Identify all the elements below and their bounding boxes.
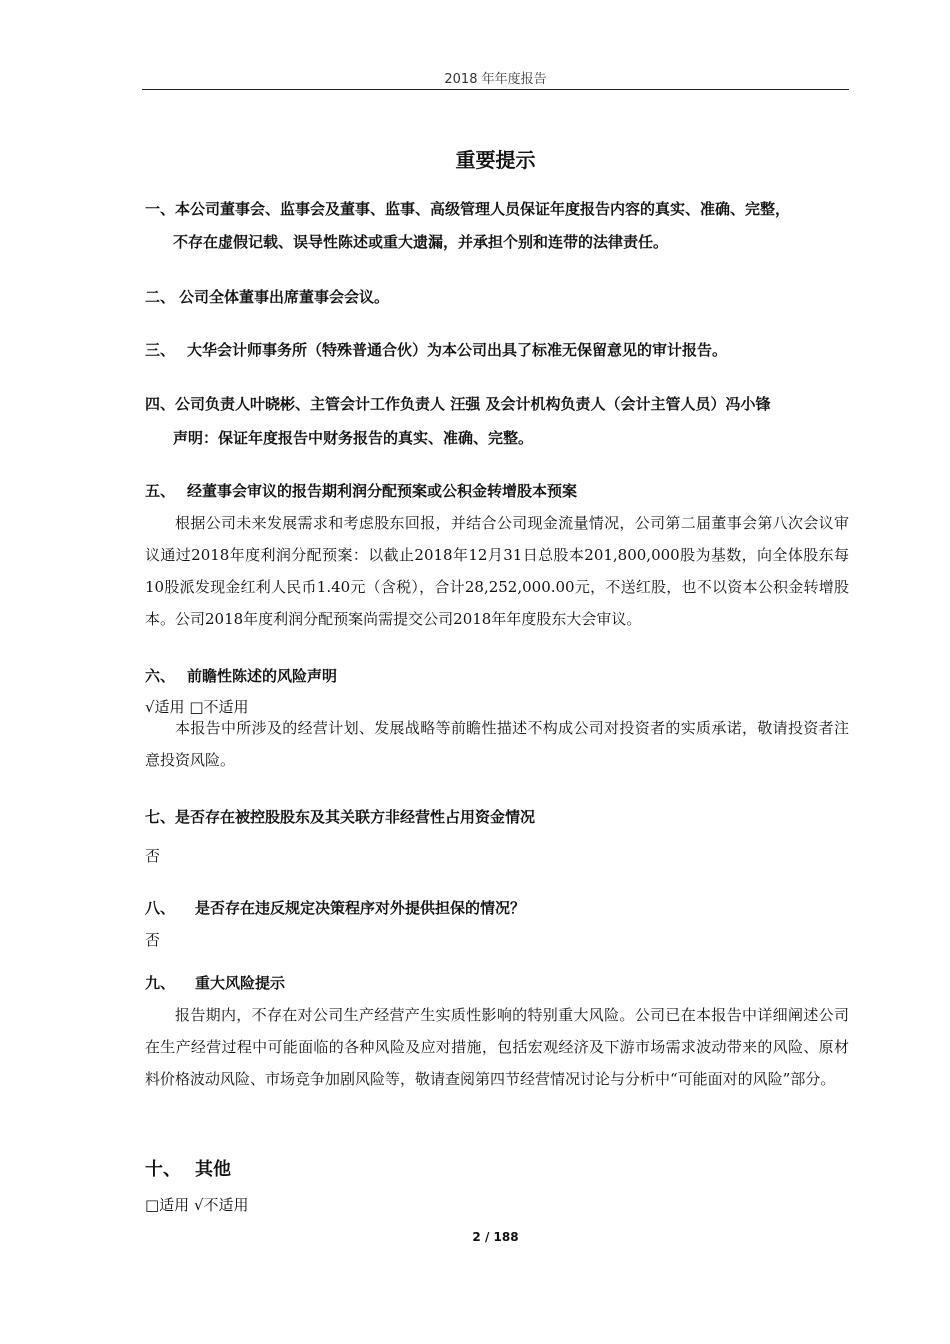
section-2-text: 公司全体董事出席董事会会议。 [179,288,390,306]
section-2-number: 二、 [145,288,176,306]
section-4-heading [145,393,770,414]
section-6-heading [145,665,337,686]
section-7-heading [145,806,535,827]
section-10-options: □适用 √不适用 [145,1196,249,1214]
section-1-line1: 本公司董事会、监事会及董事、监事、高级管理人员保证年度报告内容的真实、准确、完整， [175,200,791,218]
section-8-title: 是否存在违反规定决策程序对外提供担保的情况？ [195,899,526,917]
page-header: 2018 年年度报告 [444,72,547,87]
section-6-body: 本报告中所涉及的经营计划、发展战略等前瞻性描述不构成公司对投资者的实质承诺，敬请投资者注意投资风险。 [145,719,849,769]
section-9-heading [145,972,285,993]
page-number: 2 / 188 [472,1230,519,1244]
section-10-title: 其他 [195,1159,231,1180]
section-6-number: 六、 [145,667,176,685]
section-2-heading [145,286,389,307]
section-7-title: 是否存在被控股股东及其关联方非经营性占用资金情况 [175,808,536,826]
section-1-line2: 不存在虚假记载、误导性陈述或重大遗漏，并承担个别和连带的法律责任。 [173,233,669,251]
section-4-number: 四、 [145,395,176,413]
section-8-heading [145,897,525,918]
section-5-heading [145,480,577,501]
page-title: 重要提示 [455,148,536,172]
section-1-heading [145,198,790,219]
section-5-title: 经董事会审议的报告期利润分配预案或公积金转增股本预案 [187,482,578,500]
section-6-options: √适用 □不适用 [145,698,249,716]
section-3-text: 大华会计师事务所（特殊普通合伙）为本公司出具了标准无保留意见的审计报告。 [187,341,728,359]
section-4-line2: 声明：保证年度报告中财务报告的真实、准确、完整。 [173,429,534,447]
section-4-line1: 公司负责人叶晓彬、主管会计工作负责人 汪强 及会计机构负责人（会计主管人员）冯小锋 [175,395,771,413]
section-1-number: 一、 [145,200,176,218]
section-8-number: 八、 [145,899,176,917]
section-8-answer: 否 [145,931,161,949]
section-7-answer: 否 [145,847,161,865]
section-3-number: 三、 [145,341,176,359]
section-6-title: 前瞻性陈述的风险声明 [187,667,338,685]
section-7-number: 七、 [145,808,176,826]
section-9-number: 九、 [145,974,176,992]
section-9-body: 报告期内，不存在对公司生产经营产生实质性影响的特别重大风险。公司已在本报告中详细阐述公司在生产经营过程中可能面临的各种风险及应对措施，包括宏观经济及下游市场需求波动带来的风险、原材料价格波动风险、市场竞争加剧风险等，敬请查阅第四节经营情况讨论与分析中“可能面对的风险”部分。 [145,1006,849,1088]
section-10-heading [145,1155,231,1181]
section-5-body: 根据公司未来发展需求和考虑股东回报，并结合公司现金流量情况，公司第二届董事会第八次会议审议通过2018年度利润分配预案：以截止2018年12月31日总股本201,800,000股为基数，向全体股东每10股派发现金红利人民币1.40元（含税），合计28,252,000.00元，不送红股，也不以资本公积金转增股本。公司2018年度利润分配预案尚需提交公司2018年年度股东大会审议。 [145,514,849,628]
section-10-number: 十、 [145,1159,181,1180]
header-rule [142,89,849,90]
section-3-heading [145,339,727,360]
section-5-number: 五、 [145,482,176,500]
section-9-title: 重大风险提示 [195,974,286,992]
